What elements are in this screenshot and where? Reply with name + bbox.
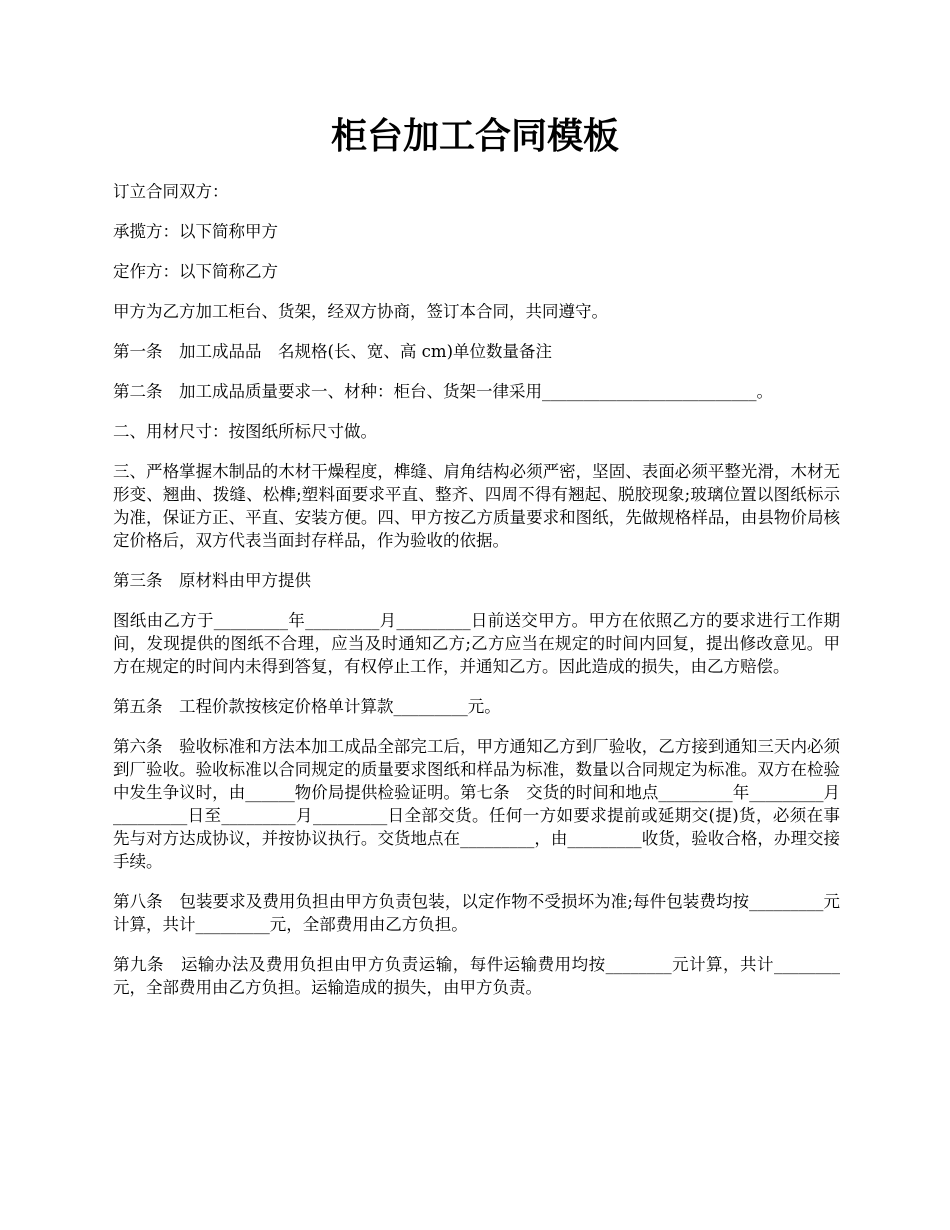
paragraph-preamble: 甲方为乙方加工柜台、货架，经双方协商，签订本合同，共同遵守。 bbox=[113, 302, 608, 321]
paragraph-parties-intro: 订立合同双方： bbox=[113, 182, 229, 201]
document-title: 柜台加工合同模板 bbox=[330, 115, 619, 157]
paragraph-dimensions: 二、用材尺寸：按图纸所标尺寸做。 bbox=[113, 422, 377, 441]
document-body bbox=[113, 180, 840, 1016]
paragraph-article-3: 第三条 原材料由甲方提供 bbox=[113, 571, 311, 590]
paragraph-party-a: 承揽方：以下简称甲方 bbox=[113, 222, 278, 241]
paragraph-drawings: 图纸由乙方于_________年_________月_________日前送交甲方。甲方在依照乙方的要求进行工作期间，发现提供的图纸不合理，应当及时通知乙方;乙方应当在规定的时间内回复，提出修改意见。甲方在规定的时间内未得到答复，有权停止工作，并通知乙方。因此造成的损失，由乙方赔偿。 bbox=[113, 611, 840, 676]
paragraph-party-b: 定作方：以下简称乙方 bbox=[113, 262, 278, 281]
paragraph-article-8: 第八条 包装要求及费用负担由甲方负责包装，以定作物不受损坏为准;每件包装费均按_________元计算，共计_________元，全部费用由乙方负担。 bbox=[113, 892, 840, 934]
paragraph-quality-requirements: 三、严格掌握木制品的木材干燥程度，榫缝、肩角结构必须严密，坚固、表面必须平整光滑，木材无形变、翘曲、拨缝、松榫;塑料面要求平直、整齐、四周不得有翘起、脱胶现象;玻璃位置以图纸标示为准，保证方正、平直、安装方便。四、甲方按乙方质量要求和图纸，先做规格样品，由县物价局核定价格后，双方代表当面封存样品，作为验收的依据。 bbox=[113, 462, 840, 550]
paragraph-article-5: 第五条 工程价款按核定价格单计算款_________元。 bbox=[113, 697, 501, 716]
paragraph-article-9: 第九条 运输办法及费用负担由甲方负责运输，每件运输费用均按________元计算，共计________元，全部费用由乙方负担。运输造成的损失，由甲方负责。 bbox=[113, 955, 840, 997]
paragraph-article-2: 第二条 加工成品质量要求一、材种：柜台、货架一律采用__________________________。 bbox=[113, 382, 773, 401]
paragraph-article-6: 第六条 验收标准和方法本加工成品全部完工后，甲方通知乙方到厂验收，乙方接到通知三天内必须到厂验收。验收标准以合同规定的质量要求图纸和样品为标准，数量以合同规定为标准。双方在检验中发生争议时，由______物价局提供检验证明。第七条 交货的时间和地点_________年_________月_________日至_________月_________日全部交货。任何一方如要求提前或延期交(提)货，必须在事先与对方达成协议，并按协议执行。交货地点在_________，由_________收货，验收合格，办理交接手续。 bbox=[113, 737, 840, 871]
paragraph-article-1: 第一条 加工成品品 名规格(长、宽、高 cm)单位数量备注 bbox=[113, 342, 553, 361]
